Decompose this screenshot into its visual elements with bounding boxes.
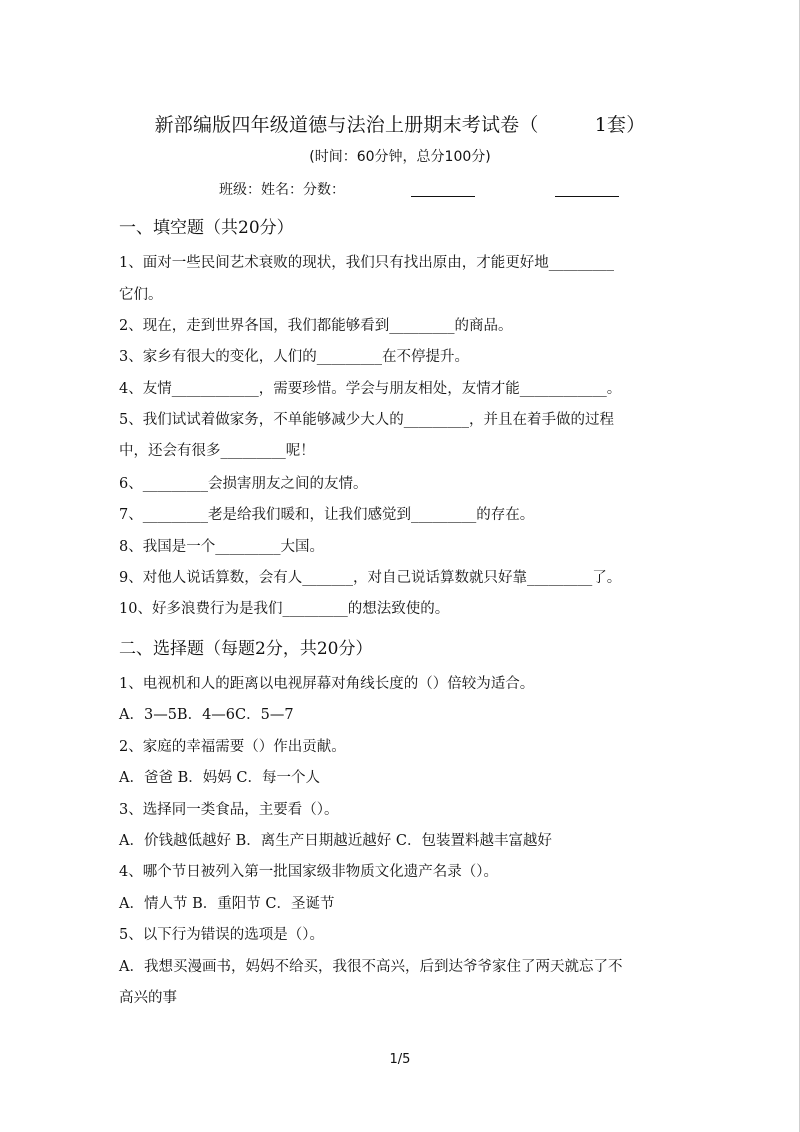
question-line: 3、选择同一类食品，主要看（）。 <box>119 802 339 818</box>
question-line: 4、友情____________，需要珍惜。学会与朋友相处，友情才能____________。 <box>119 381 622 397</box>
question-line: 10、好多浪费行为是我们_________的想法致使的。 <box>119 601 450 617</box>
option-line: A．我想买漫画书，妈妈不给买，我很不高兴，后到达爷爷家住了两天就忘了不 <box>119 959 623 975</box>
question-line: 中，还会有很多_________呢！ <box>119 443 315 459</box>
question-line: 8、我国是一个_________大国。 <box>119 539 324 555</box>
question-line: 9、对他人说话算数，会有人_______，对自己说话算数就只好靠_________了。 <box>119 570 622 586</box>
question-line: 5、我们试试着做家务，不单能够减少大人的_________，并且在着手做的过程 <box>119 412 614 428</box>
question-line: 它们。 <box>119 287 163 303</box>
option-line: A．价钱越低越好 B．离生产日期越近越好 C．包装置料越丰富越好 <box>119 833 552 849</box>
question-line: 3、家乡有很大的变化，人们的_________在不停提升。 <box>119 349 469 365</box>
student-info-row: 班级：姓名：分数： <box>219 182 345 198</box>
student-info-blank-1 <box>411 196 475 197</box>
question-line: 1、面对一些民间艺术衰败的现状，我们只有找出原由，才能更好地_________ <box>119 255 614 271</box>
exam-subtitle: (时间：60分钟，总分100分) <box>309 149 491 165</box>
question-line: 7、_________老是给我们暖和，让我们感觉到_________的存在。 <box>119 507 535 523</box>
page-number: 1/5 <box>389 1052 411 1067</box>
exam-title: 新部编版四年级道德与法治上册期末考试卷（ 1套） <box>154 114 646 136</box>
student-info-blank-2 <box>555 196 619 197</box>
question-line: 6、_________会损害朋友之间的友情。 <box>119 476 368 492</box>
question-line: 2、家庭的幸福需要（）作出贡献。 <box>119 739 346 755</box>
question-line: 2、现在，走到世界各国，我们都能够看到_________的商品。 <box>119 318 513 334</box>
section-heading-fill-in: 一、填空题（共20分） <box>119 218 294 238</box>
option-line: 高兴的事 <box>119 990 177 1006</box>
option-line: A．情人节 B．重阳节 C．圣诞节 <box>119 896 335 912</box>
option-line: A．3—5B．4—6C．5—7 <box>119 707 294 723</box>
question-line: 4、哪个节日被列入第一批国家级非物质文化遗产名录（）。 <box>119 864 498 880</box>
section-heading-choice: 二、选择题（每题2分，共20分） <box>119 639 373 659</box>
question-line: 5、以下行为错误的选项是（）。 <box>119 927 324 943</box>
option-line: A．爸爸 B．妈妈 C．每一个人 <box>119 770 320 786</box>
question-line: 1、电视机和人的距离以电视屏幕对角线长度的（）倍较为适合。 <box>119 676 535 692</box>
